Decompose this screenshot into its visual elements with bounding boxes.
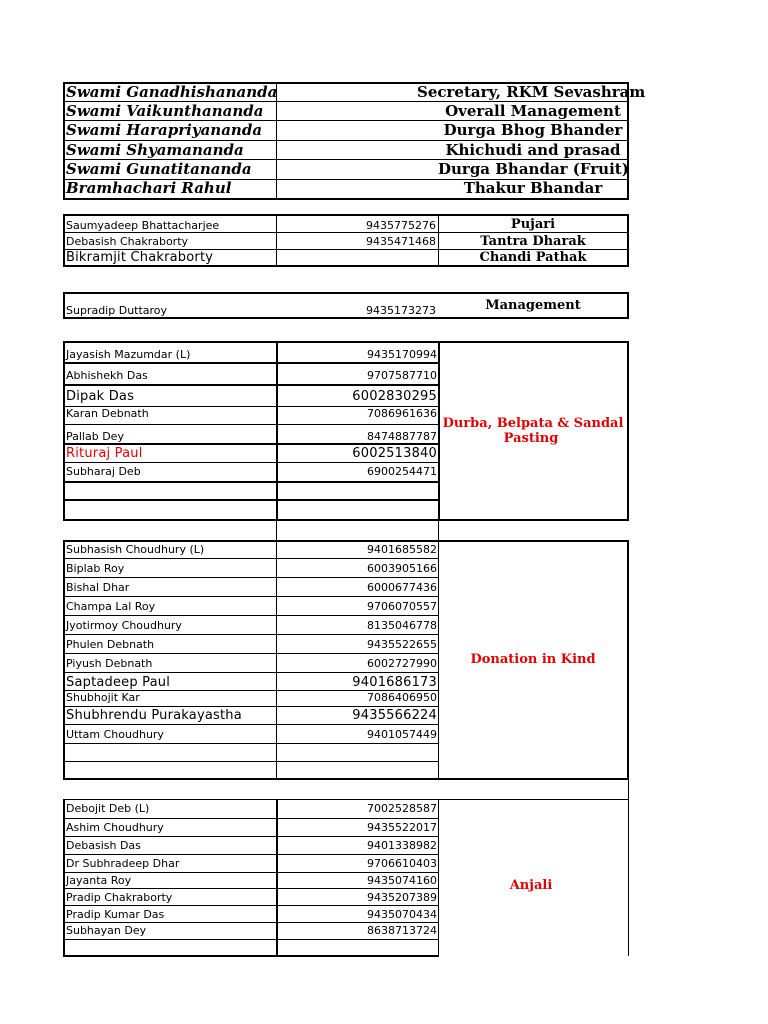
management-phone: 9435173273 <box>366 304 436 317</box>
leader-name: Swami Ganadhishananda <box>66 83 278 101</box>
donation-member-phone: 8135046778 <box>367 619 437 632</box>
durba-group-label-cont: Pasting <box>503 431 559 446</box>
priest-phone: 9435775276 <box>366 219 436 232</box>
donation-member-name: Subhasish Choudhury (L) <box>66 543 205 556</box>
durba-member-name: Pallab Dey <box>66 430 124 443</box>
durba-member-name: Rituraj Paul <box>66 446 143 461</box>
anjali-member-phone: 9706610403 <box>367 857 437 870</box>
durba-member-phone: 6002513840 <box>352 446 437 461</box>
durba-member-name: Jayasish Mazumdar (L) <box>66 348 191 361</box>
anjali-member-name: Debojit Deb (L) <box>66 802 150 815</box>
leader-role: Durga Bhandar (Fruit) <box>438 160 629 178</box>
donation-member-name: Phulen Debnath <box>66 638 155 651</box>
anjali-member-phone: 9435070434 <box>367 908 437 921</box>
anjali-member-phone: 9435207389 <box>367 891 437 904</box>
donation-member-phone: 9435566224 <box>352 708 437 723</box>
leader-role: Overall Management <box>445 102 621 120</box>
durba-member-phone: 7086961636 <box>367 407 437 420</box>
donation-member-phone: 9435522655 <box>367 638 437 651</box>
durba-member-phone: 6900254471 <box>367 465 437 478</box>
priest-name: Debasish Chakraborty <box>66 235 189 248</box>
anjali-member-phone: 8638713724 <box>367 924 437 937</box>
leader-name: Swami Shyamananda <box>66 141 244 159</box>
durba-member-phone: 9707587710 <box>367 369 437 382</box>
anjali-member-name: Pradip Kumar Das <box>66 908 165 921</box>
durba-member-phone: 6002830295 <box>352 389 437 404</box>
donation-member-name: Uttam Choudhury <box>66 728 164 741</box>
donation-member-name: Shubhrendu Purakayastha <box>66 708 242 723</box>
anjali-member-name: Debasish Das <box>66 839 141 852</box>
donation-member-phone: 9706070557 <box>367 600 437 613</box>
anjali-member-phone: 9401338982 <box>367 839 437 852</box>
leader-role: Secretary, RKM Sevashram <box>417 83 646 101</box>
donation-member-phone: 6000677436 <box>367 581 437 594</box>
donation-member-phone: 9401685582 <box>367 543 437 556</box>
priest-duty: Tantra Dharak <box>480 234 586 249</box>
donation-group-label: Donation in Kind <box>470 652 596 667</box>
donation-member-name: Saptadeep Paul <box>66 675 171 690</box>
anjali-member-name: Subhayan Dey <box>66 924 147 937</box>
anjali-group-label: Anjali <box>509 878 553 893</box>
leader-role: Durga Bhog Bhander <box>443 121 623 139</box>
priest-duty: Chandi Pathak <box>479 250 587 265</box>
donation-member-name: Shubhojit Kar <box>66 691 140 704</box>
priest-duty: Pujari <box>510 217 556 232</box>
priest-name: Saumyadeep Bhattacharjee <box>66 219 220 232</box>
donation-member-phone: 7086406950 <box>367 691 437 704</box>
anjali-member-phone: 7002528587 <box>367 802 437 815</box>
management-name: Supradip Duttaroy <box>66 304 168 317</box>
anjali-member-name: Pradip Chakraborty <box>66 891 173 904</box>
donation-member-phone: 6003905166 <box>367 562 437 575</box>
durba-member-name: Dipak Das <box>66 389 135 404</box>
durba-member-name: Karan Debnath <box>66 407 149 420</box>
anjali-member-name: Jayanta Roy <box>66 874 132 887</box>
leader-name: Swami Gunatitananda <box>66 160 252 178</box>
priest-name: Bikramjit Chakraborty <box>66 250 214 265</box>
management-label: Management <box>485 298 581 313</box>
leader-name: Bramhachari Rahul <box>66 179 232 197</box>
donation-member-name: Piyush Debnath <box>66 657 153 670</box>
leader-name: Swami Vaikunthananda <box>66 102 264 120</box>
donation-member-name: Champa Lal Roy <box>66 600 156 613</box>
leader-role: Thakur Bhandar <box>463 179 603 197</box>
priest-phone: 9435471468 <box>366 235 436 248</box>
durba-group-label: Durba, Belpata & Sandal <box>442 416 624 431</box>
anjali-member-phone: 9435074160 <box>367 874 437 887</box>
durba-member-phone: 8474887787 <box>367 430 437 443</box>
durba-member-name: Subharaj Deb <box>66 465 141 478</box>
donation-member-phone: 9401686173 <box>352 675 437 690</box>
leader-name: Swami Harapriyananda <box>66 121 263 139</box>
anjali-member-phone: 9435522017 <box>367 821 437 834</box>
leader-role: Khichudi and prasad <box>445 141 621 159</box>
donation-member-phone: 6002727990 <box>367 657 437 670</box>
durba-member-phone: 9435170994 <box>367 348 437 361</box>
anjali-member-name: Dr Subhradeep Dhar <box>66 857 180 870</box>
durba-member-name: Abhishekh Das <box>66 369 148 382</box>
donation-member-name: Biplab Roy <box>66 562 125 575</box>
donation-member-name: Bishal Dhar <box>66 581 130 594</box>
donation-member-phone: 9401057449 <box>367 728 437 741</box>
donation-member-name: Jyotirmoy Choudhury <box>66 619 182 632</box>
anjali-member-name: Ashim Choudhury <box>66 821 164 834</box>
